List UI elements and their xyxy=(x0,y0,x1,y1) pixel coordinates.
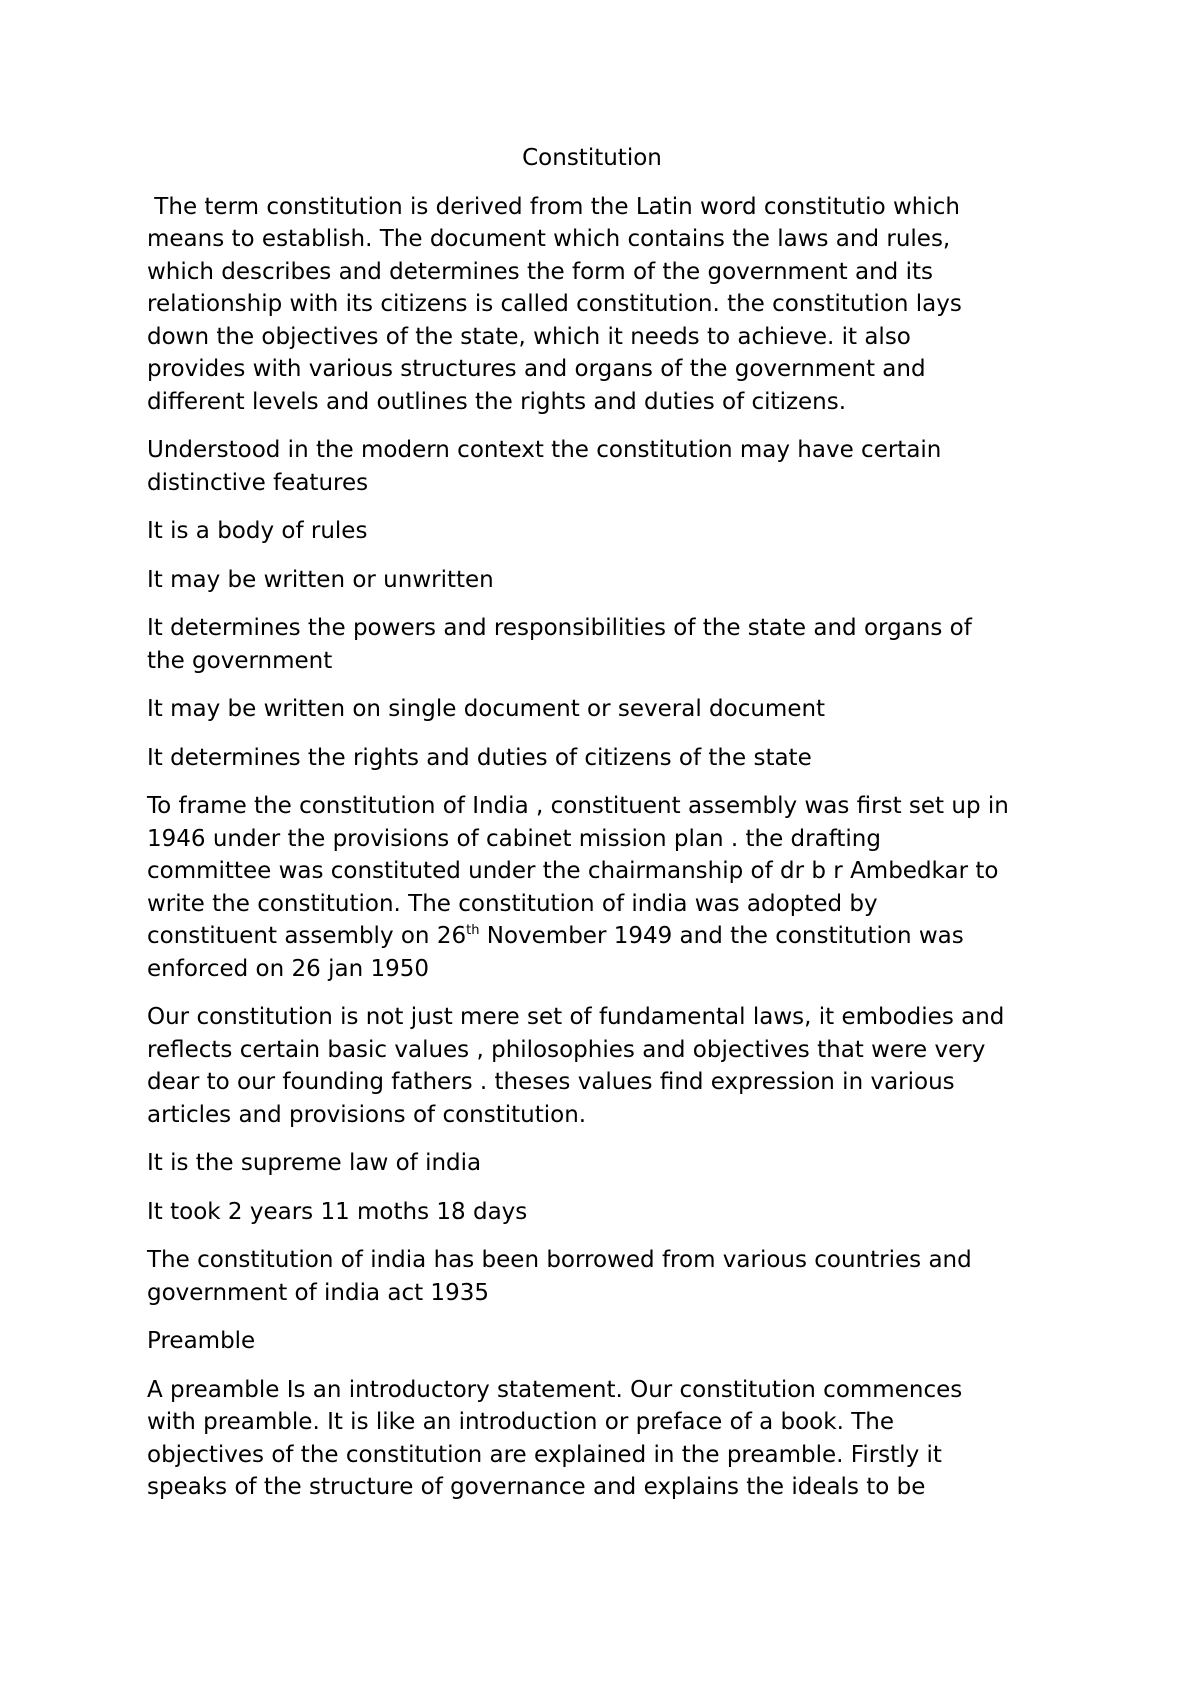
text-line: with preamble. It is like an introduction or preface of a book. The xyxy=(147,1409,894,1435)
feature-item xyxy=(147,564,1077,597)
text-line: Understood in the modern context the constitution may have certain xyxy=(147,437,942,463)
preamble-heading xyxy=(147,1325,1077,1358)
feature-item xyxy=(147,742,1077,775)
values-paragraph xyxy=(147,1001,1077,1131)
text-line: It is the supreme law of india xyxy=(147,1150,482,1176)
text-line: which describes and determines the form of the government and its xyxy=(147,258,933,285)
text-line: means to establish. The document which contains the laws and rules, xyxy=(147,226,951,252)
history-paragraph xyxy=(147,790,1077,985)
text-fragment: constituent assembly on 26 xyxy=(147,923,467,949)
text-line: objectives of the constitution are explained in the preamble. Firstly it xyxy=(147,1441,942,1468)
text-line: different levels and outlines the rights and duties of citizens. xyxy=(147,388,847,415)
text-line: It is a body of rules xyxy=(147,518,368,544)
preamble-paragraph xyxy=(147,1374,1077,1504)
text-line: The constitution of india has been borrowed from various countries and xyxy=(147,1247,972,1273)
text-line: government of india act 1935 xyxy=(147,1279,489,1306)
text-line xyxy=(147,920,1077,953)
text-line: It took 2 years 11 moths 18 days xyxy=(147,1198,528,1225)
text-line: provides with various structures and organs of the government and xyxy=(147,356,926,382)
document-title: Constitution xyxy=(522,145,662,171)
text-line: To frame the constitution of India , constituent assembly was first set up in xyxy=(147,793,1009,819)
features-intro-paragraph xyxy=(147,434,1077,499)
text-line: speaks of the structure of governance and explains the ideals to be xyxy=(147,1474,926,1500)
text-line: reflects certain basic values , philosophies and objectives that were very xyxy=(147,1036,986,1063)
feature-item xyxy=(147,515,1077,548)
document-body xyxy=(147,142,1077,1520)
text-line: distinctive features xyxy=(147,469,369,496)
text-line: Our constitution is not just mere set of fundamental laws, it embodies and xyxy=(147,1004,1005,1030)
text-line: enforced on 26 jan 1950 xyxy=(147,955,429,982)
fact-item xyxy=(147,1147,1077,1180)
text-line: Preamble xyxy=(147,1328,256,1354)
text-line: write the constitution. The constitution of india was adopted by xyxy=(147,890,878,917)
text-line: It may be written or unwritten xyxy=(147,566,494,593)
fact-item xyxy=(147,1196,1077,1229)
text-line: It determines the powers and responsibilities of the state and organs of xyxy=(147,615,972,641)
text-line: It may be written on single document or several document xyxy=(147,696,826,722)
text-line: 1946 under the provisions of cabinet mission plan . the drafting xyxy=(147,825,881,852)
feature-item xyxy=(147,612,1077,677)
superscript: th xyxy=(466,923,480,938)
text-fragment: November 1949 and the constitution was xyxy=(479,923,964,949)
text-line: committee was constituted under the chairmanship of dr b r Ambedkar to xyxy=(147,858,999,884)
borrowed-paragraph xyxy=(147,1244,1077,1309)
feature-item xyxy=(147,693,1077,726)
text-line: down the objectives of the state, which it needs to achieve. it also xyxy=(147,323,911,350)
text-line: relationship with its citizens is called constitution. the constitution lays xyxy=(147,291,962,317)
text-line: A preamble Is an introductory statement. Our constitution commences xyxy=(147,1376,963,1403)
text-line: articles and provisions of constitution. xyxy=(147,1101,587,1128)
text-line: dear to our founding fathers . theses values find expression in various xyxy=(147,1069,955,1095)
intro-paragraph xyxy=(147,191,1077,419)
text-line: It determines the rights and duties of citizens of the state xyxy=(147,744,812,771)
text-line: the government xyxy=(147,647,333,674)
text-line: The term constitution is derived from the Latin word constitutio which xyxy=(147,193,960,220)
